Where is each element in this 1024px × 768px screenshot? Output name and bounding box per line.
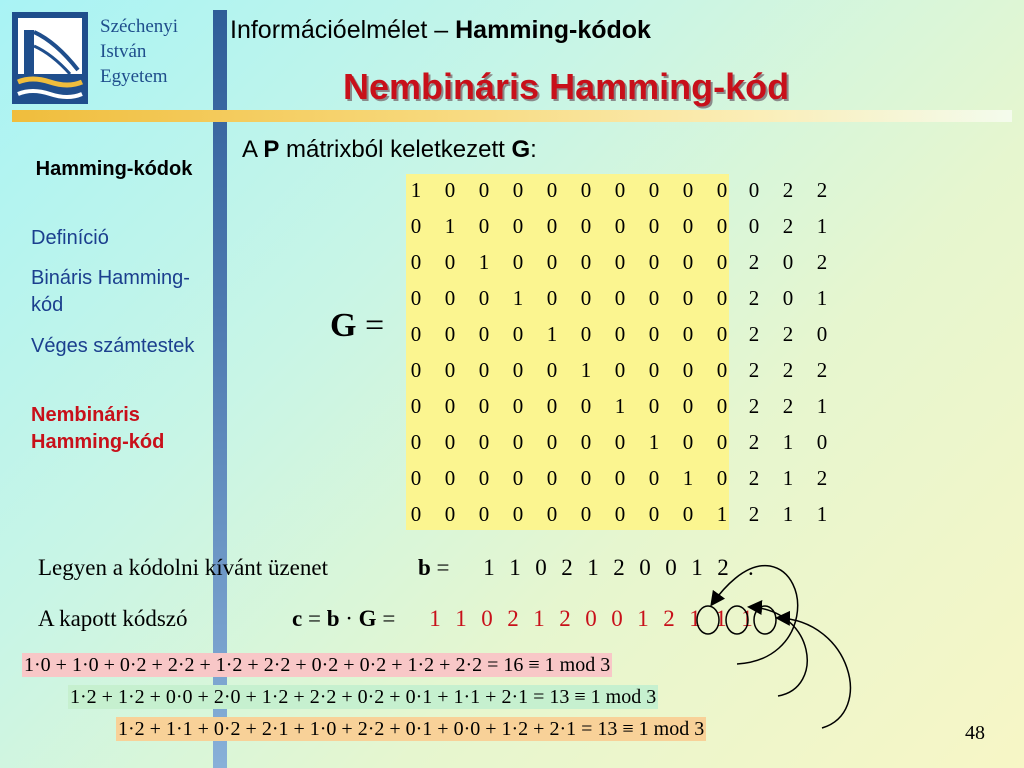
matrix-cell: 0 bbox=[444, 465, 456, 490]
parity-digit-2-circle bbox=[726, 606, 748, 634]
matrix-cell: 0 bbox=[410, 321, 422, 346]
matrix-cell: 0 bbox=[816, 429, 828, 454]
codeword-digit: 0 bbox=[611, 606, 623, 631]
matrix-cell: 0 bbox=[648, 357, 660, 382]
matrix-cell: 0 bbox=[614, 213, 626, 238]
matrix-cell: 0 bbox=[444, 249, 456, 274]
matrix-cell: 0 bbox=[716, 249, 728, 274]
matrix-cell: 2 bbox=[748, 429, 760, 454]
matrix-cell: 2 bbox=[748, 285, 760, 310]
matrix-cell: 2 bbox=[748, 465, 760, 490]
matrix-cell: 0 bbox=[444, 177, 456, 202]
codeword-digit: 2 bbox=[559, 606, 571, 631]
matrix-cell: 0 bbox=[512, 177, 524, 202]
matrix-cell: 0 bbox=[512, 465, 524, 490]
matrix-cell: 0 bbox=[478, 357, 490, 382]
matrix-cell: 0 bbox=[614, 285, 626, 310]
matrix-cell: 0 bbox=[444, 429, 456, 454]
matrix-cell: 0 bbox=[682, 249, 694, 274]
matrix-cell: 2 bbox=[782, 321, 794, 346]
codeword-digit: 2 bbox=[663, 606, 675, 631]
matrix-cell: 1 bbox=[816, 501, 828, 526]
matrix-cell: 1 bbox=[614, 393, 626, 418]
codeword-parity-digit: 1 bbox=[741, 606, 753, 631]
matrix-cell: 1 bbox=[682, 465, 694, 490]
matrix-cell: 0 bbox=[546, 357, 558, 382]
matrix-cell: 0 bbox=[614, 249, 626, 274]
matrix-cell: 0 bbox=[648, 321, 660, 346]
matrix-cell: 2 bbox=[748, 249, 760, 274]
matrix-cell: 0 bbox=[410, 285, 422, 310]
matrix-cell: 2 bbox=[748, 393, 760, 418]
subtitle-post: : bbox=[530, 136, 537, 163]
matrix-cell: 0 bbox=[546, 249, 558, 274]
codeword-digit: 1 bbox=[533, 606, 545, 631]
matrix-cell: 0 bbox=[648, 465, 660, 490]
matrix-cell: 0 bbox=[444, 321, 456, 346]
sidebar-item-nembinaris-hamming-kod[interactable]: Nembináris Hamming-kód bbox=[31, 404, 165, 453]
matrix-cell: 0 bbox=[512, 249, 524, 274]
matrix-cell: 0 bbox=[478, 177, 490, 202]
slide-title: Nembináris Hamming-kód bbox=[343, 66, 790, 107]
matrix-cell: 1 bbox=[444, 213, 456, 238]
matrix-cell: 0 bbox=[580, 249, 592, 274]
message-digit: 1 bbox=[587, 555, 599, 580]
matrix-cell: 0 bbox=[614, 501, 626, 526]
codeword-digit: 2 bbox=[507, 606, 519, 631]
matrix-cell: 0 bbox=[580, 213, 592, 238]
university-name-line2: István bbox=[100, 41, 147, 62]
matrix-cell: 0 bbox=[410, 501, 422, 526]
matrix-cell: 0 bbox=[580, 285, 592, 310]
matrix-cell: 2 bbox=[816, 357, 828, 382]
arrow-equation-3 bbox=[778, 618, 850, 728]
matrix-cell: 0 bbox=[546, 213, 558, 238]
matrix-label-equals: = bbox=[356, 307, 385, 344]
matrix-cell: 0 bbox=[748, 177, 760, 202]
matrix-cell: 2 bbox=[816, 465, 828, 490]
matrix-cell: 0 bbox=[816, 321, 828, 346]
matrix-cell: 0 bbox=[580, 465, 592, 490]
matrix-cell: 0 bbox=[682, 429, 694, 454]
matrix-cell: 0 bbox=[614, 321, 626, 346]
message-end: . bbox=[748, 555, 754, 580]
matrix-cell: 0 bbox=[748, 213, 760, 238]
codeword-digit: 0 bbox=[585, 606, 597, 631]
message-digit: 0 bbox=[665, 555, 677, 580]
matrix-cell: 0 bbox=[614, 429, 626, 454]
matrix-cell: 0 bbox=[478, 429, 490, 454]
sidebar-item-veges-szamtestek[interactable]: Véges számtestek bbox=[31, 335, 195, 357]
matrix-cell: 1 bbox=[782, 429, 794, 454]
parity-digit-3-circle bbox=[754, 606, 776, 634]
message-digit: 1 bbox=[483, 555, 495, 580]
subtitle-mid: mátrixból keletkezett bbox=[279, 136, 512, 163]
matrix-cell: 0 bbox=[716, 429, 728, 454]
matrix-cell: 0 bbox=[512, 501, 524, 526]
matrix-cell: 1 bbox=[782, 501, 794, 526]
matrix-cell: 0 bbox=[546, 285, 558, 310]
matrix-cell: 0 bbox=[648, 177, 660, 202]
message-digit: 2 bbox=[613, 555, 625, 580]
matrix-cell: 0 bbox=[512, 321, 524, 346]
page-number: 48 bbox=[965, 722, 985, 744]
message-var: b bbox=[418, 555, 431, 580]
codeword-c: c bbox=[292, 606, 303, 631]
sidebar-heading: Hamming-kódok bbox=[35, 158, 193, 180]
message-digit: 2 bbox=[561, 555, 573, 580]
sidebar-item-definicio[interactable]: Definíció bbox=[31, 227, 109, 249]
codeword-eq1: = bbox=[302, 606, 327, 631]
matrix-cell: 2 bbox=[816, 249, 828, 274]
matrix-cell: 0 bbox=[648, 501, 660, 526]
matrix-cell: 2 bbox=[748, 321, 760, 346]
parity-equation-3: 1·2 + 1·1 + 0·2 + 2·1 + 1·0 + 2·2 + 0·1 + 0·0 + 1·2 + 2·1 = 13 ≡ 1 mod 3 bbox=[118, 718, 705, 740]
matrix-cell: 0 bbox=[512, 357, 524, 382]
matrix-cell: 0 bbox=[478, 465, 490, 490]
message-label: Legyen a kódolni kívánt üzenet bbox=[38, 555, 328, 580]
matrix-cell: 0 bbox=[716, 321, 728, 346]
matrix-cell: 0 bbox=[716, 285, 728, 310]
subtitle-p-symbol: P bbox=[263, 136, 280, 163]
codeword-label: A kapott kódszó bbox=[38, 606, 188, 631]
matrix-cell: 0 bbox=[682, 213, 694, 238]
matrix-cell: 0 bbox=[682, 285, 694, 310]
matrix-cell: 1 bbox=[816, 213, 828, 238]
matrix-cell: 0 bbox=[410, 213, 422, 238]
codeword-parity-digit: 1 bbox=[715, 606, 727, 631]
matrix-cell: 0 bbox=[648, 213, 660, 238]
matrix-cell: 1 bbox=[410, 177, 422, 202]
matrix-cell: 0 bbox=[580, 321, 592, 346]
subtitle-pre: A bbox=[242, 136, 264, 163]
matrix-cell: 1 bbox=[816, 285, 828, 310]
matrix-cell: 0 bbox=[444, 501, 456, 526]
message-digit: 2 bbox=[717, 555, 729, 580]
codeword-digit: 1 bbox=[455, 606, 467, 631]
matrix-cell: 0 bbox=[682, 393, 694, 418]
matrix-cell: 0 bbox=[716, 465, 728, 490]
matrix-cell: 0 bbox=[682, 177, 694, 202]
codeword-digit: 1 bbox=[637, 606, 649, 631]
matrix-cell: 0 bbox=[580, 501, 592, 526]
matrix-cell: 1 bbox=[546, 321, 558, 346]
message-digit: 0 bbox=[639, 555, 651, 580]
university-name-line3: Egyetem bbox=[100, 66, 168, 87]
matrix-cell: 0 bbox=[444, 357, 456, 382]
matrix-cell: 0 bbox=[512, 213, 524, 238]
matrix-cell: 0 bbox=[782, 285, 794, 310]
matrix-cell: 0 bbox=[614, 177, 626, 202]
matrix-cell: 2 bbox=[782, 177, 794, 202]
matrix-cell: 2 bbox=[816, 177, 828, 202]
matrix-cell: 1 bbox=[782, 465, 794, 490]
matrix-cell: 0 bbox=[478, 213, 490, 238]
matrix-cell: 0 bbox=[546, 501, 558, 526]
matrix-cell: 0 bbox=[580, 393, 592, 418]
matrix-cell: 2 bbox=[782, 393, 794, 418]
matrix-cell: 0 bbox=[410, 465, 422, 490]
matrix-cell: 0 bbox=[580, 429, 592, 454]
codeword-parity-digit: 1 bbox=[689, 606, 701, 631]
matrix-cell: 0 bbox=[648, 249, 660, 274]
codeword-dot: · bbox=[339, 606, 359, 631]
matrix-cell: 0 bbox=[614, 465, 626, 490]
codeword-digit: 1 bbox=[429, 606, 441, 631]
matrix-cell: 0 bbox=[410, 393, 422, 418]
course-name: Információelmélet – bbox=[230, 16, 456, 44]
matrix-cell: 0 bbox=[478, 501, 490, 526]
matrix-cell: 0 bbox=[512, 429, 524, 454]
matrix-cell: 0 bbox=[648, 393, 660, 418]
matrix-cell: 1 bbox=[816, 393, 828, 418]
message-digit: 1 bbox=[509, 555, 521, 580]
matrix-cell: 1 bbox=[716, 501, 728, 526]
matrix-cell: 0 bbox=[512, 393, 524, 418]
matrix-cell: 0 bbox=[478, 321, 490, 346]
arrow-equation-2 bbox=[750, 607, 807, 696]
matrix-cell: 2 bbox=[748, 501, 760, 526]
university-name-line1: Széchenyi bbox=[100, 16, 179, 37]
matrix-cell: 0 bbox=[716, 393, 728, 418]
matrix-label-symbol: G bbox=[330, 307, 357, 344]
matrix-cell: 2 bbox=[782, 357, 794, 382]
codeword-digit: 0 bbox=[481, 606, 493, 631]
matrix-cell: 1 bbox=[580, 357, 592, 382]
matrix-cell: 2 bbox=[782, 213, 794, 238]
matrix-cell: 0 bbox=[444, 393, 456, 418]
matrix-cell: 0 bbox=[682, 501, 694, 526]
parity-digit-1-circle bbox=[697, 606, 719, 634]
matrix-cell: 1 bbox=[648, 429, 660, 454]
matrix-cell: 0 bbox=[716, 177, 728, 202]
matrix-cell: 0 bbox=[410, 429, 422, 454]
message-digit: 1 bbox=[691, 555, 703, 580]
sidebar-item-binaris-hamming-kod[interactable]: Bináris Hamming-kód bbox=[31, 267, 190, 316]
parity-equation-2: 1·2 + 1·2 + 0·0 + 2·0 + 1·2 + 2·2 + 0·2 + 0·1 + 1·1 + 2·1 = 13 ≡ 1 mod 3 bbox=[70, 686, 657, 708]
message-digit: 0 bbox=[535, 555, 547, 580]
matrix-cell: 0 bbox=[546, 393, 558, 418]
matrix-cell: 0 bbox=[682, 357, 694, 382]
matrix-cell: 0 bbox=[614, 357, 626, 382]
matrix-cell: 0 bbox=[716, 213, 728, 238]
codeword-eq2: = bbox=[376, 606, 396, 631]
matrix-cell: 0 bbox=[478, 393, 490, 418]
matrix-cell: 0 bbox=[648, 285, 660, 310]
matrix-cell: 0 bbox=[782, 249, 794, 274]
matrix-cell: 2 bbox=[748, 357, 760, 382]
matrix-cell: 0 bbox=[410, 357, 422, 382]
message-equals: = bbox=[430, 555, 450, 580]
codeword-b: b bbox=[326, 606, 340, 631]
matrix-cell: 0 bbox=[546, 429, 558, 454]
matrix-cell: 0 bbox=[716, 357, 728, 382]
course-topic: Hamming-kódok bbox=[455, 16, 651, 44]
matrix-cell: 0 bbox=[478, 285, 490, 310]
matrix-cell: 0 bbox=[580, 177, 592, 202]
codeword-g: G bbox=[358, 606, 377, 631]
matrix-cell: 0 bbox=[546, 177, 558, 202]
parity-equation-1: 1·0 + 1·0 + 0·2 + 2·2 + 1·2 + 2·2 + 0·2 + 0·2 + 1·2 + 2·2 = 16 ≡ 1 mod 3 bbox=[24, 654, 611, 676]
matrix-cell: 0 bbox=[410, 249, 422, 274]
matrix-cell: 1 bbox=[478, 249, 490, 274]
matrix-cell: 0 bbox=[682, 321, 694, 346]
matrix-cell: 0 bbox=[546, 465, 558, 490]
matrix-cell: 1 bbox=[512, 285, 524, 310]
subtitle-g-symbol: G bbox=[511, 136, 531, 163]
matrix-cell: 0 bbox=[444, 285, 456, 310]
